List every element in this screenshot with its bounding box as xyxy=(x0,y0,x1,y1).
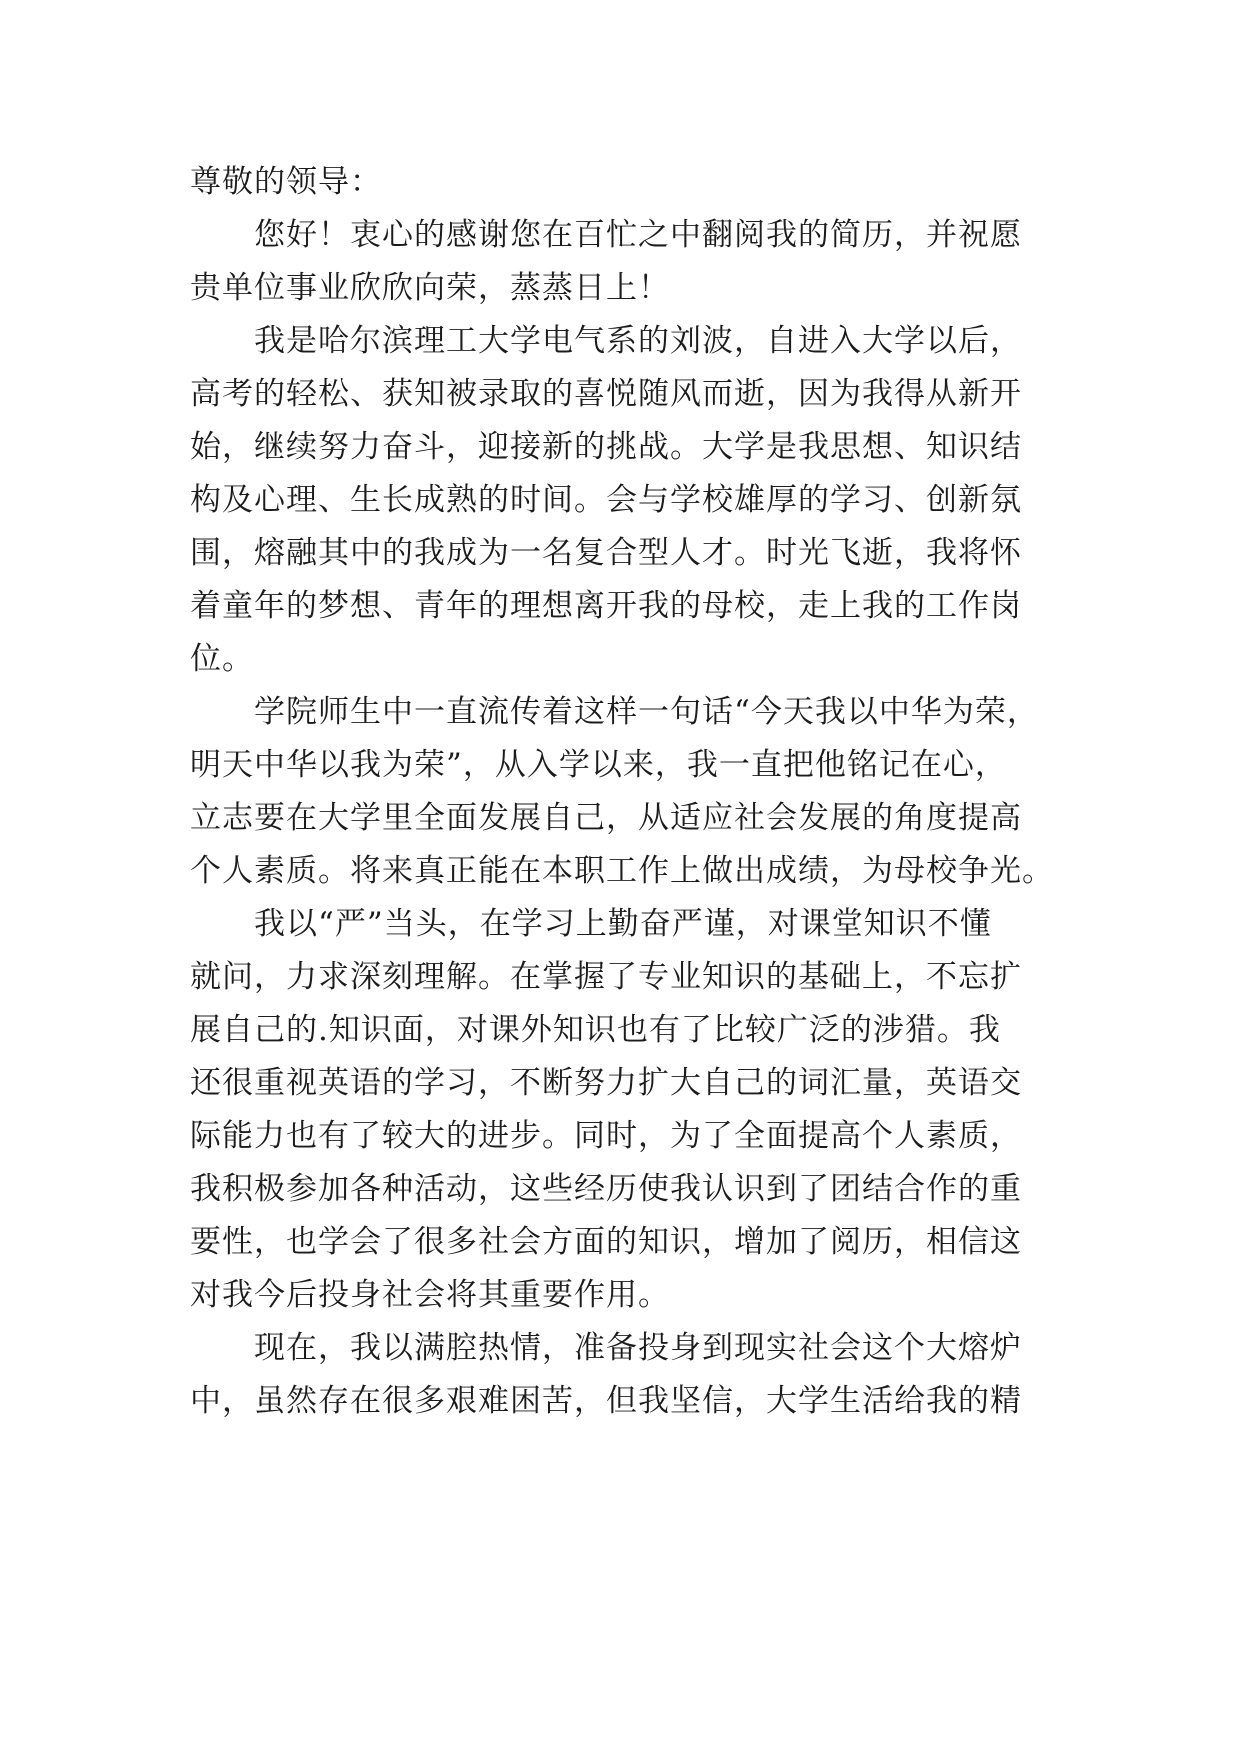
text-line: 际能力也有了较大的进步。同时，为了全面提高个人素质， xyxy=(190,1118,1022,1154)
text-line: 展自己的.知识面，对课外知识也有了比较广泛的涉猎。我 xyxy=(190,1012,1001,1048)
text-line: 个人素质。将来真正能在本职工作上做出成绩，为母校争光。 xyxy=(190,853,1054,889)
letter-body xyxy=(190,156,1070,1428)
text-line: 中，虽然存在很多艰难困苦，但我坚信，大学生活给我的精 xyxy=(190,1383,1022,1419)
text-line: 对我今后投身社会将其重要作用。 xyxy=(190,1277,670,1313)
text-line: 我积极参加各种活动，这些经历使我认识到了团结合作的重 xyxy=(190,1171,1022,1207)
text-line: 贵单位事业欣欣向荣，蒸蒸日上！ xyxy=(190,270,670,306)
text-line: 要性，也学会了很多社会方面的知识，增加了阅历，相信这 xyxy=(190,1224,1022,1260)
salutation: 尊敬的领导： xyxy=(190,164,382,200)
text-line: 还很重视英语的学习，不断努力扩大自己的词汇量，英语交 xyxy=(190,1065,1022,1101)
text-line: 高考的轻松、获知被录取的喜悦随风而逝，因为我得从新开 xyxy=(190,376,1022,412)
text-line: 您好！衷心的感谢您在百忙之中翻阅我的简历，并祝愿 xyxy=(190,217,1022,253)
text-line: 现在，我以满腔热情，准备投身到现实社会这个大熔炉 xyxy=(190,1330,1022,1366)
text-line: 就问，力求深刻理解。在掌握了专业知识的基础上，不忘扩 xyxy=(190,959,1022,995)
text-line: 我以“严”当头，在学习上勤奋严谨，对课堂知识不懂 xyxy=(190,906,992,942)
text-line: 我是哈尔滨理工大学电气系的刘波，自进入大学以后， xyxy=(190,323,1022,359)
text-line: 立志要在大学里全面发展自己，从适应社会发展的角度提高 xyxy=(190,800,1022,836)
text-line: 明天中华以我为荣”，从入学以来，我一直把他铭记在心， xyxy=(190,747,1007,783)
text-line: 着童年的梦想、青年的理想离开我的母校，走上我的工作岗 xyxy=(190,588,1022,624)
text-line: 围，熔融其中的我成为一名复合型人才。时光飞逝，我将怀 xyxy=(190,535,1022,571)
text-line: 构及心理、生长成熟的时间。会与学校雄厚的学习、创新氛 xyxy=(190,482,1022,518)
text-line: 学院师生中一直流传着这样一句话“今天我以中华为荣， xyxy=(190,694,1039,730)
text-line: 始，继续努力奋斗，迎接新的挑战。大学是我思想、知识结 xyxy=(190,429,1022,465)
text-line: 位。 xyxy=(190,641,254,677)
